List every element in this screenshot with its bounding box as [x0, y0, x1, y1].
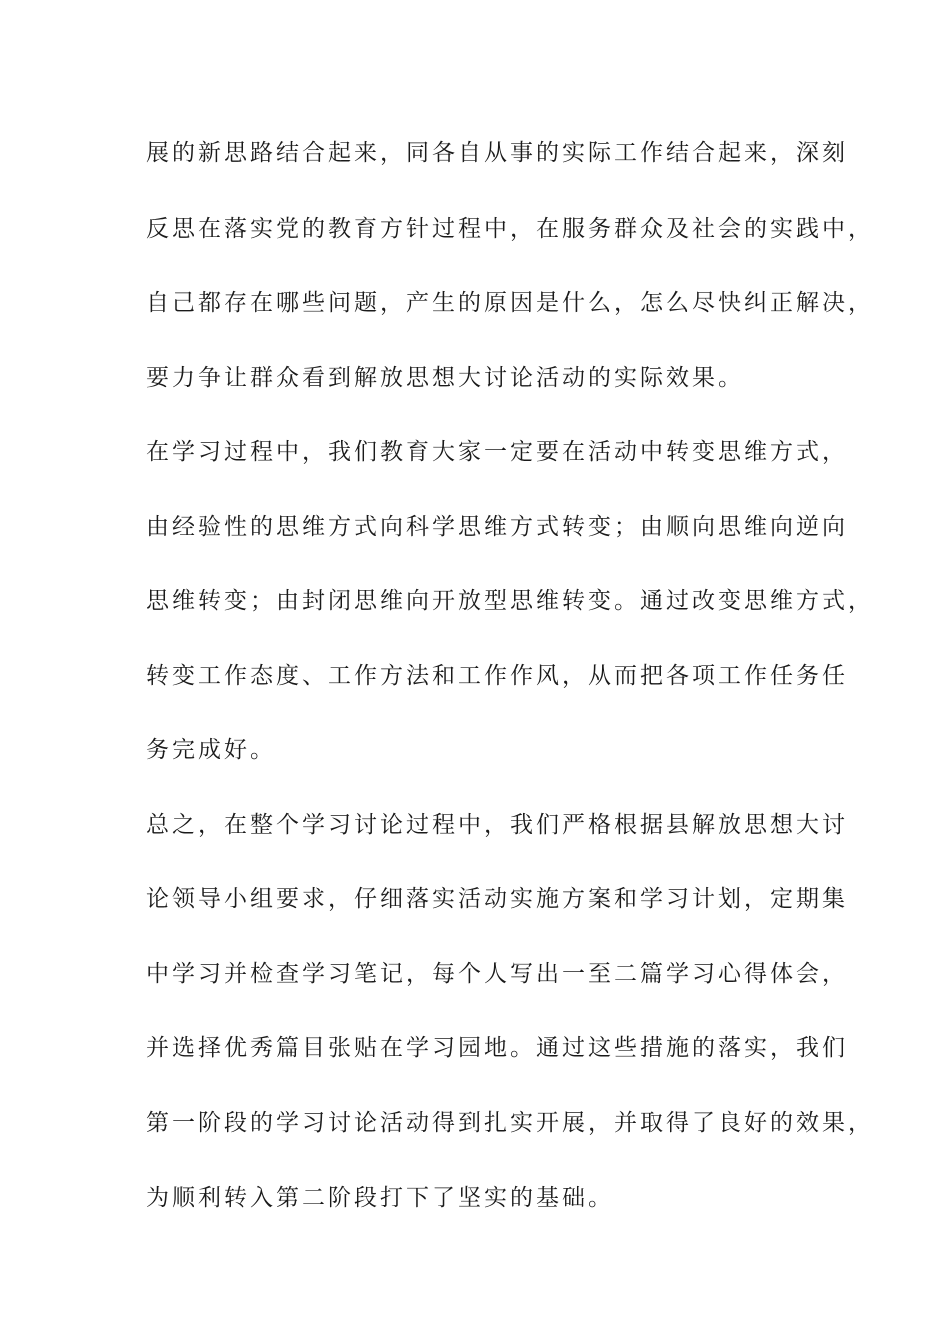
text-line: 思维转变；由封闭思维向开放型思维转变。通过改变思维方式， — [146, 588, 874, 614]
text-line: 务完成好。 — [146, 737, 276, 763]
text-line: 在学习过程中，我们教育大家一定要在活动中转变思维方式， — [146, 439, 848, 465]
text-line: 为顺利转入第二阶段打下了坚实的基础。 — [146, 1185, 614, 1211]
text-line: 并选择优秀篇目张贴在学习园地。通过这些措施的落实，我们 — [146, 1035, 848, 1061]
text-line: 反思在落实党的教育方针过程中，在服务群众及社会的实践中， — [146, 216, 874, 242]
text-line: 要力争让群众看到解放思想大讨论活动的实际效果。 — [146, 365, 744, 391]
text-line: 中学习并检查学习笔记，每个人写出一至二篇学习心得体会， — [146, 961, 848, 987]
text-line: 论领导小组要求，仔细落实活动实施方案和学习计划，定期集 — [146, 886, 848, 912]
text-line: 转变工作态度、工作方法和工作作风，从而把各项工作任务任 — [146, 663, 848, 689]
text-line: 第一阶段的学习讨论活动得到扎实开展，并取得了良好的效果， — [146, 1110, 874, 1136]
text-line: 自己都存在哪些问题，产生的原因是什么，怎么尽快纠正解决， — [146, 290, 874, 316]
text-line: 总之，在整个学习讨论过程中，我们严格根据县解放思想大讨 — [146, 812, 848, 838]
text-line: 展的新思路结合起来，同各自从事的实际工作结合起来，深刻 — [146, 140, 848, 166]
text-line: 由经验性的思维方式向科学思维方式转变；由顺向思维向逆向 — [146, 514, 848, 540]
